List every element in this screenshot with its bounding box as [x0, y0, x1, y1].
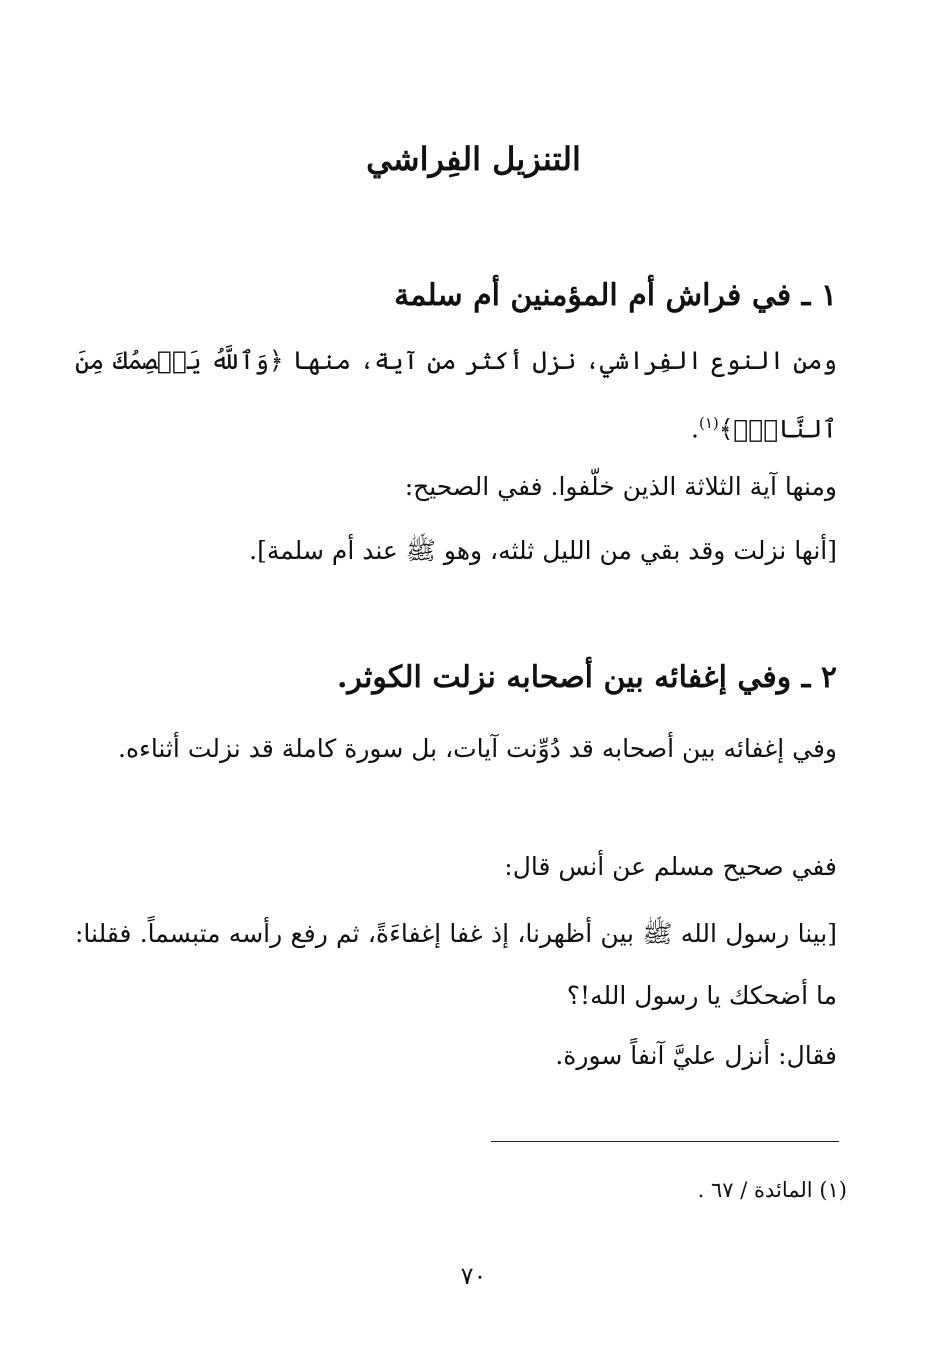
section-2-heading: ٢ ـ وفي إغفائه بين أصحابه نزلت الكوثر.: [336, 660, 837, 695]
section-1-heading: ١ ـ في فراش أم المؤمنين أم سلمة: [394, 278, 837, 313]
footnote-reference: (١): [698, 414, 719, 432]
section-1-paragraph-1-text: ومن النوع الفِراشي، نزل أكثر من آية، منها ﴿وَٱللَّهُ يَعۡصِمُكَ مِنَ ٱلنَّاسِۗ﴾: [75, 346, 837, 444]
section-1-paragraph-1: [75, 330, 837, 460]
section-1-paragraph-2: ومنها آية الثلاثة الذين خلّفوا. ففي الصحيح:: [404, 472, 837, 501]
page-number: ٧٠: [460, 1262, 487, 1290]
section-2-paragraph-2: ففي صحيح مسلم عن أنس قال:: [504, 852, 837, 881]
section-2-paragraph-4: فقال: أنزل عليَّ آنفاً سورة.: [555, 1041, 837, 1070]
section-1-paragraph-1-end: .: [691, 414, 699, 444]
footnote: (١) المائدة / ٦٧ .: [697, 1178, 847, 1202]
section-1-paragraph-3: [أنها نزلت وقد بقي من الليل ثلثه، وهو ﷺ عند أم سلمة].: [249, 536, 837, 565]
section-2-paragraph-1: وفي إغفائه بين أصحابه قد دُوِّنت آيات، بل سورة كاملة قد نزلت أثناءه.: [118, 734, 837, 763]
footnote-separator: [491, 1141, 839, 1142]
page-title: التنزيل الفِراشي: [366, 140, 581, 178]
section-2-paragraph-3: [بينا رسول الله ﷺ بين أظهرنا، إذ غفا إغفاءَةً، ثم رفع رأسه متبسماً. فقلنا: ما أضحكك يا رسول الله!؟: [75, 919, 837, 1010]
